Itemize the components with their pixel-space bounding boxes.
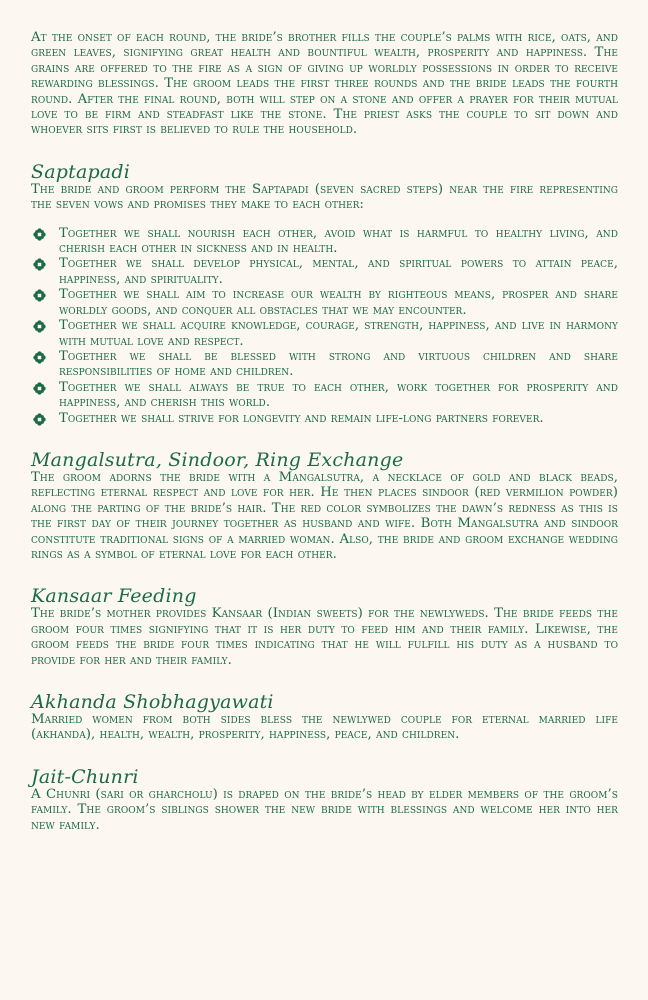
vow-text: Together we shall develop physical, mental, and spiritual powers to attain peace, happiness, and spirituality. [59, 256, 618, 287]
akhanda-heading: Akhanda Shobhagyawati [31, 691, 274, 713]
jaitchunri-body: A Chunri (sari or gharcholu) is draped on the bride’s head by elder members of the groom’s family. The groom’s siblings shower the new bride with blessings and welcome her into her new family. [31, 786, 618, 833]
list-item [33, 380, 618, 411]
kansaar-section [31, 586, 618, 668]
vow-text: Together we shall nourish each other, avoid what is harmful to healthy living, and cherish each other in sickness and in health. [59, 225, 618, 257]
mangalsutra-section [31, 450, 618, 562]
akhanda-section [31, 692, 618, 743]
saptapadi-body: The bride and groom perform the Saptapadi (seven sacred steps) near the fire representing the seven vows and promises they make to each other: [31, 181, 618, 213]
flower-bullet-icon [33, 256, 59, 271]
list-item [33, 411, 618, 426]
list-item [33, 318, 618, 349]
mangalsutra-heading: Mangalsutra, Sindoor, Ring Exchange [31, 448, 404, 471]
flower-bullet-icon [33, 411, 59, 426]
intro-paragraph: At the onset of each round, the bride’s brother fills the couple’s palms with rice, oats, and green leaves, signifying great health and bountiful wealth, prosperity and happiness. The grains are offered to the fire as a sign of giving up worldly possessions in order to receive rewarding blessings. The groom leads the first three rounds and the bride leads the fourth round. After the final round, both will step on a stone and offer a prayer for their mutual love to be firm and steadfast like the stone. The priest asks the couple to sit down and whoever sits first is believed to rule the household. [31, 30, 618, 138]
kansaar-body: The bride’s mother provides Kansaar (Indian sweets) for the newlyweds. The bride feeds the groom four times signifying that it is her duty to feed him and their family. Likewise, the groom feeds the bride four times indicating that he will fulfill his duty as a husband to provide for her and their family. [31, 606, 618, 668]
flower-bullet-icon [33, 349, 59, 364]
vow-text: Together we shall strive for longevity and remain life-long partners forever. [59, 410, 544, 426]
flower-bullet-icon [33, 318, 59, 333]
list-item [33, 287, 618, 318]
vow-text: Together we shall always be true to each other, work together for prosperity and happiness, and cherish this world. [59, 379, 618, 411]
vow-text: Together we shall acquire knowledge, courage, strength, happiness, and live in harmony with mutual love and respect. [59, 318, 618, 349]
jaitchunri-section [31, 767, 618, 833]
vow-text: Together we shall aim to increase our wealth by righteous means, prosper and share worldly goods, and conquer all obstacles that we may encounter. [59, 287, 618, 318]
saptapadi-heading: Saptapadi [31, 160, 130, 183]
list-item [33, 256, 618, 287]
kansaar-heading: Kansaar Feeding [31, 585, 197, 608]
list-item [33, 349, 618, 380]
akhanda-body: Married women from both sides bless the newlywed couple for eternal married life (akhanda), health, wealth, prosperity, happiness, peace, and children. [31, 712, 618, 743]
jaitchunri-heading: Jait-Chunri [31, 765, 139, 788]
vows-list [31, 226, 618, 426]
vow-text: Together we shall be blessed with strong and virtuous children and share responsibilities of home and children. [59, 348, 618, 380]
flower-bullet-icon [33, 287, 59, 302]
flower-bullet-icon [33, 380, 59, 395]
saptapadi-section [31, 162, 618, 426]
list-item [33, 226, 618, 257]
flower-bullet-icon [33, 226, 59, 241]
mangalsutra-body: The groom adorns the bride with a Mangalsutra, a necklace of gold and black beads, reflecting eternal respect and love for her. He then places sindoor (red vermilion powder) along the parting of the bride’s hair. The red color symbolizes the dawn’s redness as this is the first day of their journey together as husband and wife. Both Mangalsutra and sindoor constitute traditional signs of a married woman. Also, the bride and groom exchange wedding rings as a symbol of eternal love for each other. [31, 469, 618, 562]
